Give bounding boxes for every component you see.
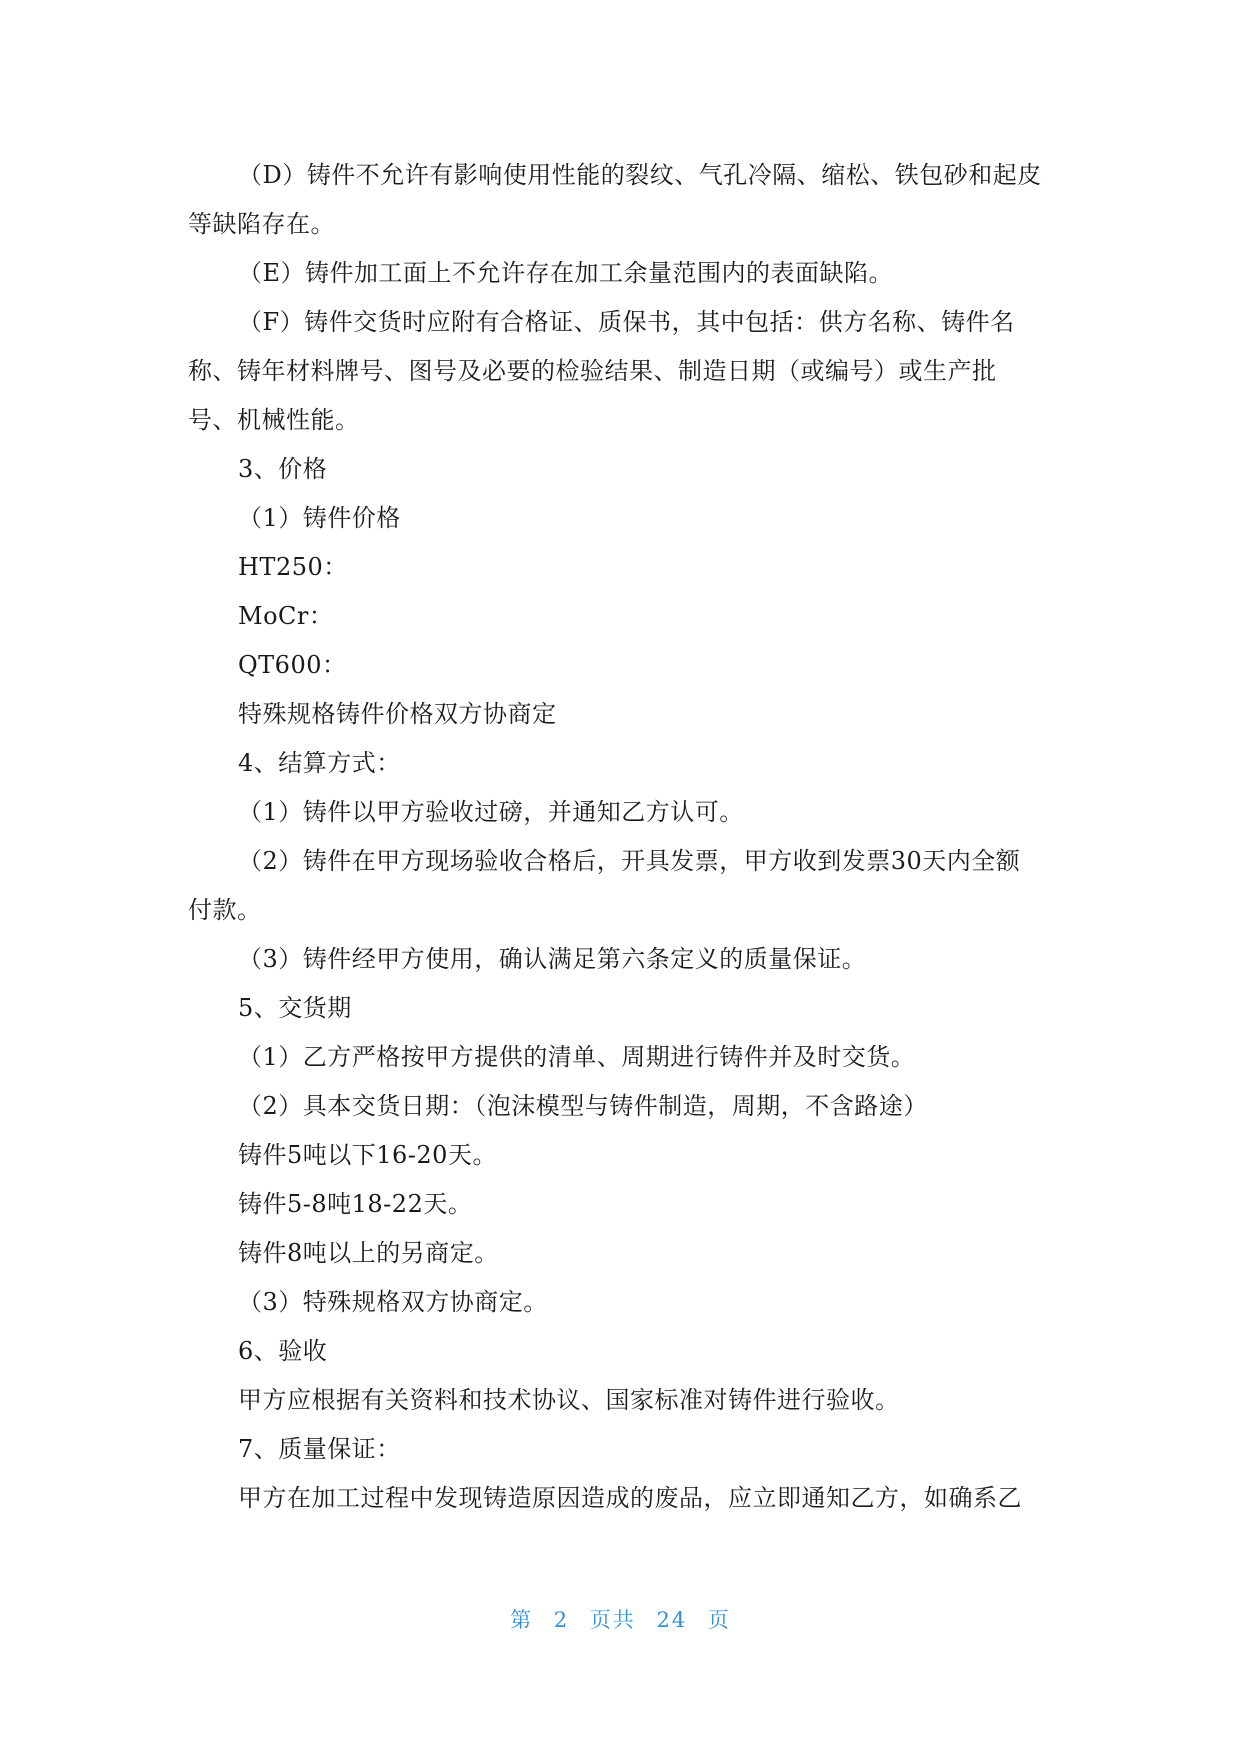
text-line: （F）铸件交货时应附有合格证、质保书，其中包括：供方名称、铸件名 — [238, 308, 1015, 336]
footer-prefix: 第 — [510, 1608, 534, 1632]
footer-suffix: 页 — [707, 1608, 731, 1632]
text-line: MoCr： — [238, 602, 334, 630]
text-line: 甲方应根据有关资料和技术协议、国家标准对铸件进行验收。 — [238, 1386, 900, 1414]
text-line: （E）铸件加工面上不允许存在加工余量范围内的表面缺陷。 — [238, 259, 894, 287]
footer-total-pages: 24 — [656, 1608, 688, 1632]
text-line: QT600： — [238, 651, 347, 679]
text-line: 等缺陷存在。 — [188, 210, 335, 238]
text-line: （3）特殊规格双方协商定。 — [238, 1288, 548, 1316]
text-line: 称、铸年材料牌号、图号及必要的检验结果、制造日期（或编号）或生产批 — [188, 357, 997, 385]
text-line: （1）铸件价格 — [238, 504, 401, 532]
text-line: 3、价格 — [238, 455, 328, 483]
text-line: （1）乙方严格按甲方提供的清单、周期进行铸件并及时交货。 — [238, 1043, 916, 1071]
text-line: 7、质量保证： — [238, 1435, 401, 1463]
text-line: 4、结算方式： — [238, 749, 401, 777]
text-line: 特殊规格铸件价格双方协商定 — [238, 700, 557, 728]
text-line: （1）铸件以甲方验收过磅，并通知乙方认可。 — [238, 798, 744, 826]
text-line: （2）铸件在甲方现场验收合格后，开具发票，甲方收到发票30天内全额 — [238, 847, 1021, 875]
text-line: 号、机械性能。 — [188, 406, 360, 434]
page-footer — [0, 1604, 1241, 1634]
text-line: 铸件5-8吨18-22天。 — [238, 1190, 473, 1218]
document-body — [188, 151, 1058, 1523]
footer-page-number: 2 — [553, 1608, 570, 1632]
text-line: 6、验收 — [238, 1337, 328, 1365]
text-line: 铸件8吨以上的另商定。 — [238, 1239, 499, 1267]
text-line: （D）铸件不允许有影响使用性能的裂纹、气孔冷隔、缩松、铁包砂和起皮 — [238, 161, 1042, 189]
text-line: 甲方在加工过程中发现铸造原因造成的废品，应立即通知乙方，如确系乙 — [238, 1484, 1022, 1512]
text-line: （2）具本交货日期：（泡沫模型与铸件制造，周期，不含路途） — [238, 1092, 928, 1120]
text-line: 付款。 — [188, 896, 262, 924]
text-line: 铸件5吨以下16-20天。 — [238, 1141, 497, 1169]
text-line: （3）铸件经甲方使用，确认满足第六条定义的质量保证。 — [238, 945, 867, 973]
text-line: 5、交货期 — [238, 994, 352, 1022]
footer-middle: 页共 — [589, 1608, 636, 1632]
text-line: HT250： — [238, 553, 348, 581]
